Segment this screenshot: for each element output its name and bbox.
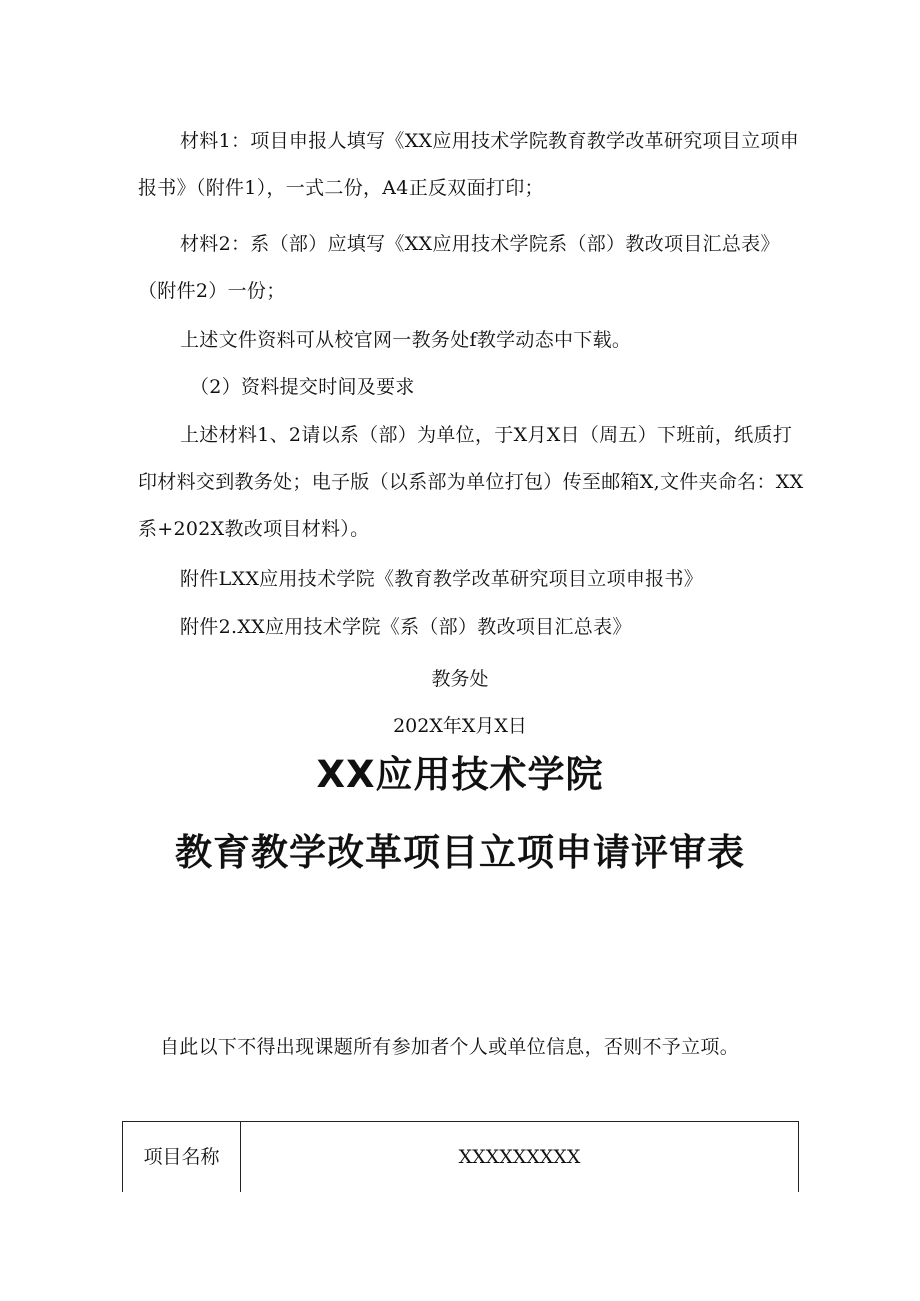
form-title-line2: 教育教学改革项目立项申请评审表: [175, 831, 745, 874]
paragraph-submission-heading: （2）资料提交时间及要求: [190, 376, 415, 398]
paragraph-submission-details: 上述材料1、2请以系（部）为单位，于X月X日（周五）下班前，纸质打印材料交到教务处；电子版（以系部为单位打包）传至邮箱X,文件夹命名：XX系+202X教改项目材料）。: [138, 424, 804, 540]
form-title-line1: XX应用技术学院: [316, 753, 604, 796]
signature-department: 教务处: [431, 668, 489, 690]
form-table: [122, 1121, 799, 1192]
paragraph-download-note: 上述文件资料可从校官网一教务处f教学动态中下载。: [180, 329, 632, 351]
paragraph-material-1: 材料1：项目申报人填写《XX应用技术学院教育教学改革研究项目立项申报书》（附件1），一式二份，A4正反双面打印；: [138, 130, 800, 199]
paragraph-attachment-1: 附件LXX应用技术学院《教育教学改革研究项目立项申报书》: [180, 568, 704, 590]
project-name-label: 项目名称: [122, 1122, 241, 1192]
paragraph-material-2: 材料2：系（部）应填写《XX应用技术学院系（部）教改项目汇总表》（附件2）一份；: [138, 233, 780, 302]
paragraph-attachment-2: 附件2.XX应用技术学院《系（部）教改项目汇总表》: [180, 616, 632, 638]
signature-date: 202X年X月X日: [393, 715, 527, 737]
project-name-value: XXXXXXXXX: [241, 1122, 799, 1192]
privacy-notice: 自此以下不得出现课题所有参加者个人或单位信息，否则不予立项。: [160, 1036, 740, 1058]
